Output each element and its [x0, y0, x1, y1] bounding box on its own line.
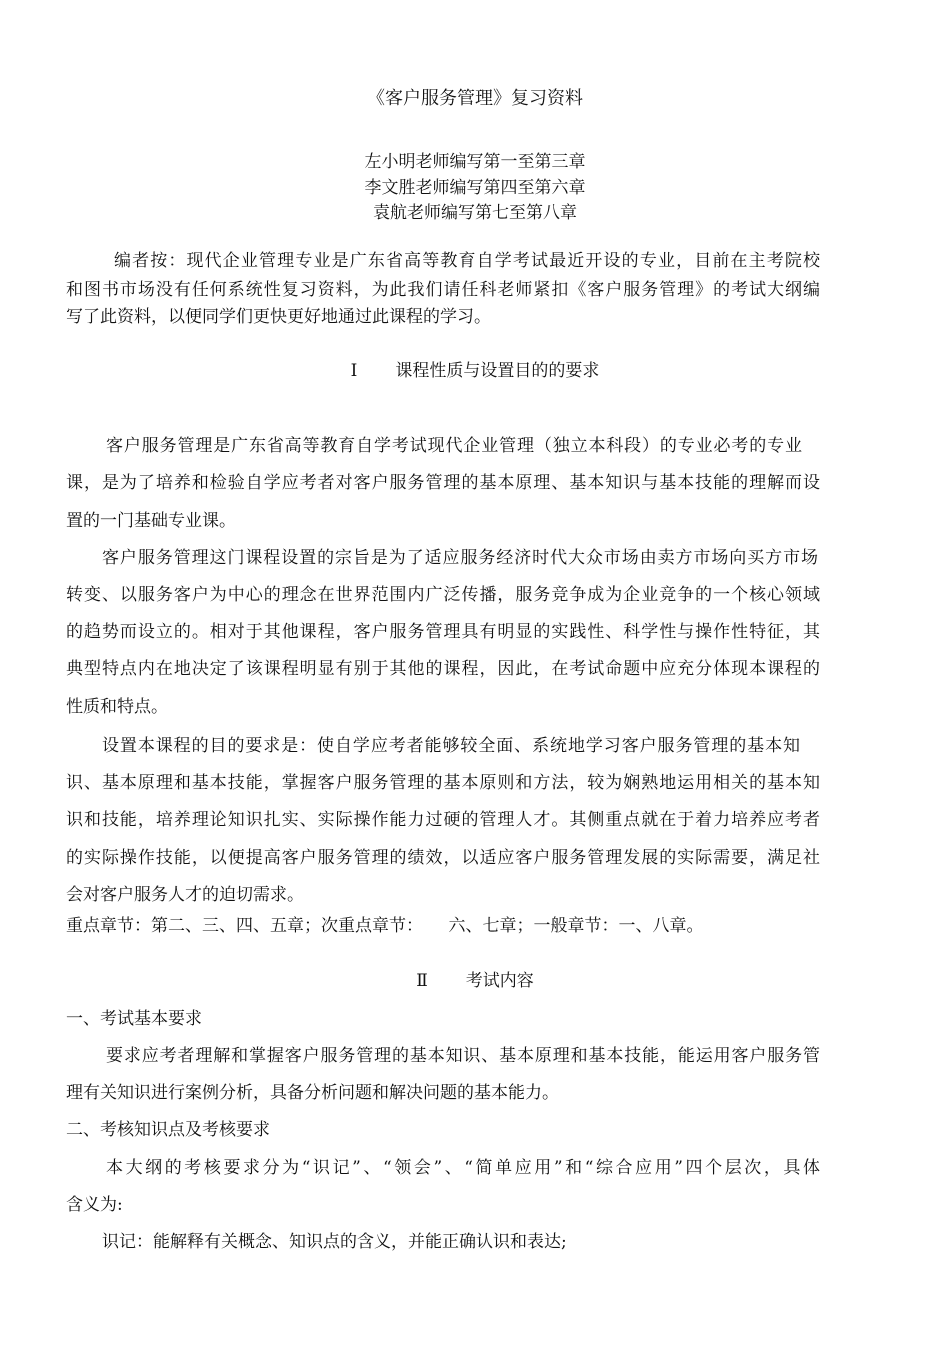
body-line: 要求应考者理解和掌握客户服务管理的基本知识、基本原理和基本技能，能运用客户服务管 — [106, 1046, 820, 1066]
body-line: 设置本课程的目的要求是：使自学应考者能够较全面、系统地学习客户服务管理的基本知 — [102, 736, 800, 756]
body-line: 典型特点内在地决定了该课程明显有别于其他的课程，因此，在考试命题中应充分体现本课程的 — [66, 659, 820, 679]
body-line: 会对客户服务人才的迫切需求。 — [66, 885, 304, 905]
body-line: 转变、以服务客户为中心的理念在世界范围内广泛传播，服务竞争成为企业竞争的一个核心领域 — [66, 585, 820, 605]
body-line: 识和技能，培养理论知识扎实、实际操作能力过硬的管理人才。其侧重点就在于着力培养应考者 — [66, 810, 820, 830]
subsection-title: 二、考核知识点及考核要求 — [66, 1120, 270, 1140]
author-line: 左小明老师编写第一至第三章 — [364, 152, 586, 172]
document-title: 《客户服务管理》复习资料 — [367, 88, 583, 109]
author-line: 袁航老师编写第七至第八章 — [373, 203, 577, 223]
body-line: 本大纲的考核要求分为“识记”、“领会”、“简单应用”和“综合应用”四个层次，具体 — [106, 1158, 820, 1178]
body-line: 的实际操作技能，以便提高客户服务管理的绩效，以适应客户服务管理发展的实际需要，满足社 — [66, 848, 820, 868]
body-line: 置的一门基础专业课。 — [66, 511, 236, 531]
body-line: 客户服务管理这门课程设置的宗旨是为了适应服务经济时代大众市场由卖方市场向买方市场 — [102, 548, 818, 568]
author-line: 李文胜老师编写第四至第六章 — [364, 178, 586, 198]
body-line: 的趋势而设立的。相对于其他课程，客户服务管理具有明显的实践性、科学性与操作性特征，其 — [66, 622, 820, 642]
section-number: Ⅰ — [350, 361, 358, 381]
key-chapters-line: 重点章节：第二、三、四、五章；次重点章节： 六、七章；一般章节：一、八章。 — [66, 916, 704, 936]
editor-note-line: 编者按：现代企业管理专业是广东省高等教育自学考试最近开设的专业，目前在主考院校 — [114, 251, 820, 271]
editor-note-line: 和图书市场没有任何系统性复习资料，为此我们请任科老师紧扣《客户服务管理》的考试大纲编 — [66, 280, 820, 300]
body-line: 含义为: — [66, 1195, 123, 1215]
section-heading — [0, 966, 950, 991]
memorize-definition: 识记：能解释有关概念、知识点的含义，并能正确认识和表达; — [102, 1232, 567, 1252]
body-line: 性质和特点。 — [66, 697, 168, 717]
editor-note-line: 写了此资料，以便同学们更快更好地通过此课程的学习。 — [66, 307, 491, 327]
subsection-title: 一、考试基本要求 — [66, 1009, 202, 1029]
section-title: 考试内容 — [465, 971, 534, 991]
body-line: 理有关知识进行案例分析，具备分析问题和解决问题的基本能力。 — [66, 1083, 559, 1103]
section-title: 课程性质与设置目的的要求 — [395, 361, 600, 381]
body-line: 课，是为了培养和检验自学应考者对客户服务管理的基本原理、基本知识与基本技能的理解而设 — [66, 473, 820, 493]
body-line: 识、基本原理和基本技能，掌握客户服务管理的基本原则和方法，较为娴熟地运用相关的基本知 — [66, 773, 820, 793]
section-heading — [0, 356, 950, 381]
body-line: 客户服务管理是广东省高等教育自学考试现代企业管理（独立本科段）的专业必考的专业 — [106, 436, 802, 456]
section-number: Ⅱ — [416, 971, 428, 991]
